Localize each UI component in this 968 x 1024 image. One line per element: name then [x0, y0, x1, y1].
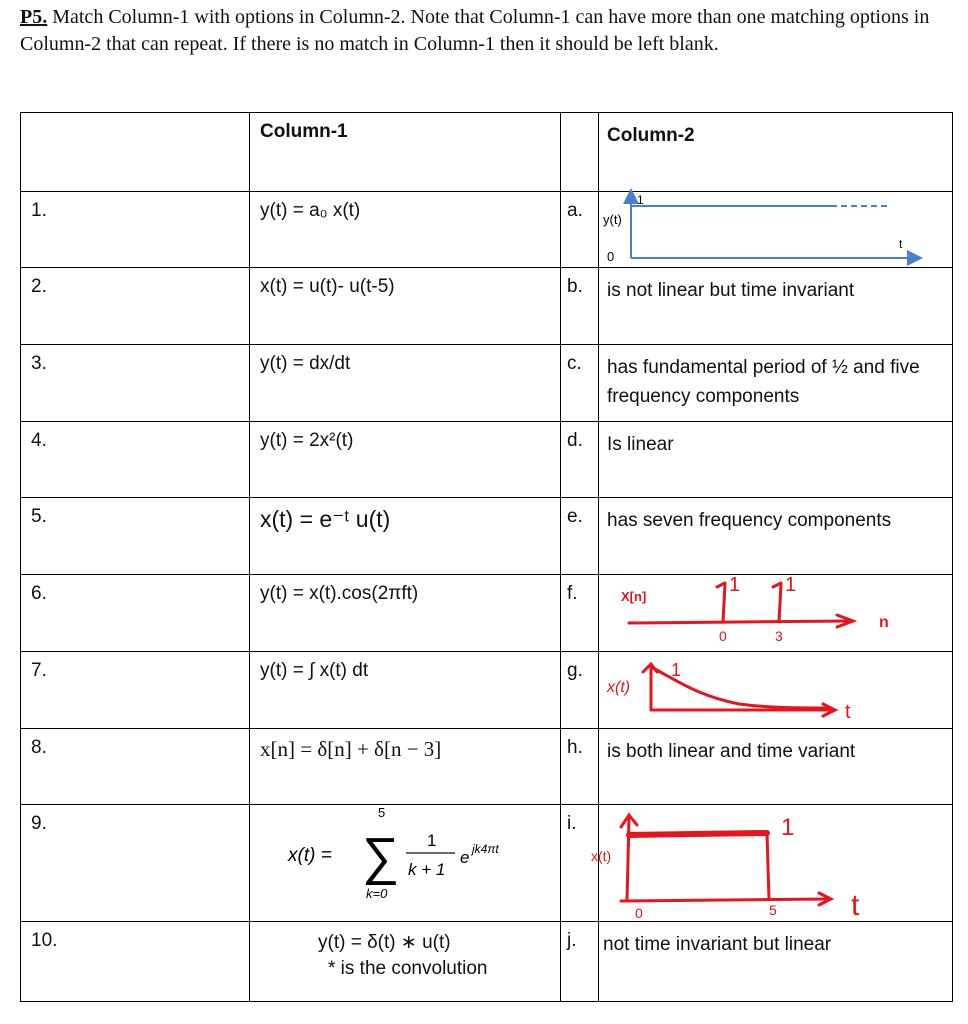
graph-f-tick-3: 3 [775, 628, 783, 644]
graph-i-origin: 0 [635, 905, 643, 921]
summation-cell [250, 805, 561, 922]
row-number: 5. [21, 498, 250, 575]
option-letter: j. [561, 922, 599, 1002]
expression-note: * is the convolution [328, 958, 488, 979]
rect-pulse-graph [591, 805, 953, 922]
formula-lhs: x(t) = [288, 845, 332, 866]
option-letter: d. [561, 422, 599, 498]
table-row [21, 575, 953, 652]
graph-i-end: 5 [769, 902, 777, 918]
option-letter: c. [561, 345, 599, 422]
problem-statement [20, 4, 940, 58]
graph-i-xlabel: t [851, 889, 860, 922]
table-row [21, 345, 953, 422]
graph-g-label: x(t) [607, 679, 631, 696]
graph-f-cell [599, 575, 953, 652]
row-number: 1. [21, 192, 250, 268]
column-2-header: Column-2 [599, 113, 953, 192]
graph-a-ylabel: y(t) [603, 212, 622, 227]
option-letter: h. [561, 729, 599, 805]
graph-a-xlabel: t [899, 237, 903, 251]
option-letter: i. [561, 805, 599, 922]
graph-f-value-3: 1 [785, 574, 797, 596]
column-2-option: not time invariant but linear [599, 922, 953, 1002]
graph-i-label: x(t) [591, 848, 612, 864]
graph-f-n-label: n [879, 614, 889, 631]
y-axis [627, 819, 629, 901]
sigma-icon: ∑ [362, 828, 400, 886]
column-1-expression: x(t) = u(t)- u(t-5) [250, 268, 561, 345]
matching-table [20, 112, 953, 1002]
graph-a-origin: 0 [607, 249, 615, 264]
column-2-option: is both linear and time variant [599, 729, 953, 805]
impulse-graph [599, 575, 953, 650]
header-blank-letter [561, 113, 599, 192]
n-axis [629, 621, 851, 623]
sum-upper-limit: 5 [378, 805, 386, 820]
column-1-expression: y(t) = δ(t) ∗ u(t) [318, 932, 451, 953]
impulse-at-0 [723, 585, 725, 621]
column-1-expression: y(t) = dx/dt [250, 345, 561, 422]
row-number: 8. [21, 729, 250, 805]
pulse-top [629, 833, 767, 835]
row-number: 6. [21, 575, 250, 652]
pulse-falling-edge [767, 833, 769, 899]
column-2-option: is not linear but time invariant [599, 268, 953, 345]
column-1-expression: y(t) = x(t).cos(2πft) [250, 575, 561, 652]
option-letter: f. [561, 575, 599, 652]
column-1-expression: x(t) = e⁻ᵗ u(t) [250, 498, 561, 575]
fraction-numerator: 1 [427, 831, 437, 850]
graph-g-xlabel: t [845, 701, 851, 723]
row-number: 10. [21, 922, 250, 1002]
problem-label: P5. [20, 6, 48, 28]
table-row [21, 422, 953, 498]
graph-g-peak: 1 [671, 660, 682, 680]
exponential-power: jk4πt [472, 842, 499, 856]
summation-formula [250, 805, 561, 920]
row-number: 4. [21, 422, 250, 498]
table-row [21, 268, 953, 345]
column-1-expression: y(t) = ∫ x(t) dt [250, 652, 561, 729]
graph-g-cell [599, 652, 953, 729]
column-2-option: has seven frequency components [599, 498, 953, 575]
column-2-option: has fundamental period of ½ and five frequency components [599, 345, 953, 422]
column-1-expression-cell [250, 922, 561, 1002]
graph-f-label: X[n] [621, 589, 647, 604]
table-row [21, 498, 953, 575]
column-1-expression: x[n] = δ[n] + δ[n − 3] [250, 729, 561, 805]
table-row [21, 805, 953, 922]
header-blank [21, 113, 250, 192]
row-number: 2. [21, 268, 250, 345]
sum-lower-limit: k=0 [366, 886, 388, 901]
column-2-option: Is linear [599, 422, 953, 498]
graph-i-cell [591, 805, 953, 922]
exponential-graph [599, 652, 953, 727]
table-row [21, 729, 953, 805]
column-1-expression: y(t) = 2x²(t) [250, 422, 561, 498]
impulse-at-3 [779, 585, 781, 621]
option-letter: b. [561, 268, 599, 345]
row-number: 9. [21, 805, 250, 922]
header-row [21, 113, 953, 192]
graph-i-level: 1 [781, 814, 795, 841]
graph-f-tick-0: 0 [719, 628, 727, 644]
x-axis [621, 899, 829, 901]
row-number: 3. [21, 345, 250, 422]
graph-a-cell [599, 192, 953, 268]
column-1-expression: y(t) = a₀ x(t) [250, 192, 561, 268]
table-row [21, 922, 953, 1002]
exponential-base: e [460, 848, 470, 867]
option-letter: a. [561, 192, 599, 268]
problem-text: Match Column-1 with options in Column-2. Note that Column-1 can have more than one matching options in Column-2 that can repeat. If there is no match in Column-1 then it should be left blank. [20, 6, 930, 55]
column-1-header: Column-1 [250, 113, 561, 192]
option-letter: e. [561, 498, 599, 575]
graph-a-level: 1 [637, 193, 644, 207]
fraction-denominator: k + 1 [408, 860, 446, 879]
table-row [21, 652, 953, 729]
row-number: 7. [21, 652, 250, 729]
option-letter: g. [561, 652, 599, 729]
table-row [21, 192, 953, 268]
step-graph [599, 192, 953, 266]
graph-f-value-0: 1 [729, 574, 741, 596]
